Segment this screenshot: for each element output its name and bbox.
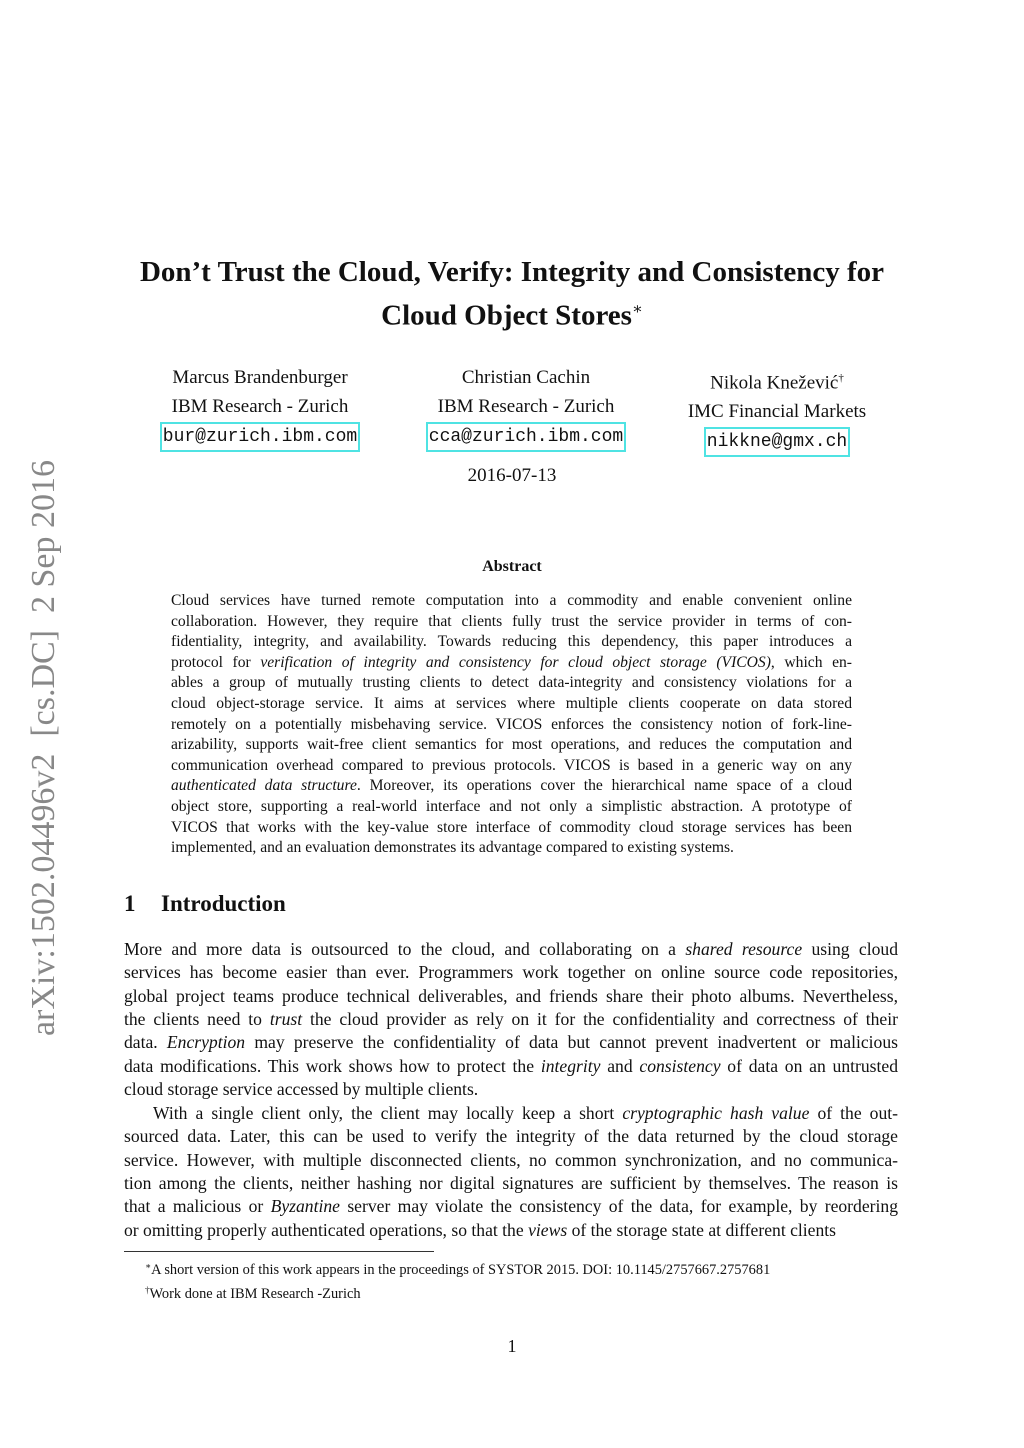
text-line bbox=[171, 715, 852, 736]
text-line bbox=[171, 673, 852, 694]
text-line bbox=[171, 756, 852, 777]
text-run: remotely on a potentially misbehaving service. VICOS enforces the consistency notion of fork-line- bbox=[171, 715, 852, 733]
text-run: implemented, and an evaluation demonstrates its advantage compared to existing systems. bbox=[171, 839, 734, 857]
text-run: communication overhead compared to previous protocols. VICOS is based in a generic way on any bbox=[171, 756, 852, 774]
text-run: server may violate the consistency of the data, for example, by reordering bbox=[340, 1196, 898, 1217]
text-line bbox=[124, 1125, 898, 1148]
text-run: services has become easier than ever. Programmers work together on online source code repositories, bbox=[124, 962, 898, 983]
emphasized-text: consistency bbox=[639, 1055, 721, 1076]
paper-date: 2016-07-13 bbox=[467, 465, 557, 486]
text-line bbox=[124, 1102, 898, 1125]
emphasized-text: trust bbox=[269, 1009, 303, 1030]
text-run: may preserve the confidentiality of data but cannot prevent inadvertent or malicious bbox=[245, 1032, 898, 1053]
emphasized-text: integrity bbox=[540, 1055, 601, 1076]
section-heading bbox=[124, 891, 286, 917]
text-run: sourced data. Later, this can be used to verify the integrity of the data returned by the cloud storage bbox=[124, 1126, 898, 1147]
footnote-text: A short version of this work appears in the proceedings of SYSTOR 2015. DOI: 10.1145/2757667.2757681 bbox=[151, 1262, 771, 1278]
author-email-link[interactable]: bur@zurich.ibm.com bbox=[160, 422, 360, 452]
text-run: of the storage state at different clients bbox=[567, 1219, 837, 1240]
text-run: protocol for bbox=[171, 653, 261, 671]
author-affiliation: IBM Research - Zurich bbox=[171, 395, 349, 417]
footnote-mark: † bbox=[145, 1285, 150, 1295]
text-line bbox=[171, 694, 852, 715]
text-run: With a single client only, the client may locally keep a short bbox=[153, 1103, 623, 1123]
text-run: arizability, supports wait-free client semantics for most operations, and reduces the computation and bbox=[171, 736, 852, 754]
footnotes bbox=[145, 1256, 770, 1304]
emphasized-text: verification of integrity and consistency for cloud object storage (VICOS) bbox=[260, 653, 771, 671]
text-line bbox=[171, 591, 852, 612]
text-line bbox=[124, 1149, 898, 1172]
footnote-mark: ∗ bbox=[145, 1261, 152, 1271]
paper-title bbox=[0, 253, 1024, 335]
text-run: data modifications. This work shows how to protect the bbox=[124, 1055, 541, 1076]
text-line bbox=[124, 938, 898, 961]
footnote bbox=[145, 1256, 770, 1280]
text-run: More and more data is outsourced to the cloud, and collaborating on a bbox=[124, 939, 686, 959]
text-line bbox=[124, 961, 898, 984]
text-run: data. bbox=[124, 1032, 167, 1053]
text-run: object store, supporting a real-world interface and not only a simplistic abstraction. A prototype of bbox=[171, 797, 852, 815]
title-line-2: Cloud Object Stores bbox=[381, 299, 632, 332]
text-line bbox=[124, 1031, 898, 1054]
title-line-1: Don’t Trust the Cloud, Verify: Integrity and Consistency for bbox=[139, 256, 885, 288]
text-line bbox=[124, 1078, 898, 1101]
footnote bbox=[145, 1280, 770, 1304]
author-name: Nikola Knežević bbox=[710, 372, 839, 394]
author-block bbox=[627, 364, 927, 457]
text-run: of data on an untrusted bbox=[720, 1055, 898, 1076]
title-footnote-mark: ∗ bbox=[631, 301, 643, 318]
text-run: the clients need to bbox=[124, 1009, 270, 1030]
author-name: Marcus Brandenburger bbox=[172, 367, 348, 388]
text-run: VICOS that works with the key-value store interface of commodity cloud storage services has been bbox=[171, 818, 852, 836]
text-run: using cloud bbox=[802, 939, 898, 959]
text-run: ables a group of mutually trusting clients to detect data-integrity and consistency violations for a bbox=[171, 674, 852, 692]
text-line bbox=[124, 1195, 898, 1218]
text-run: of the out- bbox=[809, 1103, 899, 1123]
text-run: service. However, with multiple disconnected clients, no common synchronization, and no communica- bbox=[124, 1149, 898, 1170]
body-paragraph bbox=[124, 1102, 898, 1242]
section-number: 1 bbox=[124, 891, 136, 916]
text-run: the cloud provider as rely on it for the confidentiality and correctness of their bbox=[302, 1009, 898, 1030]
text-line bbox=[171, 818, 852, 839]
author-name: Christian Cachin bbox=[461, 367, 591, 388]
author-affiliation: IBM Research - Zurich bbox=[437, 395, 615, 417]
author-email-link[interactable]: cca@zurich.ibm.com bbox=[426, 422, 626, 452]
text-run: cloud object-storage service. It aims at services where multiple clients cooperate on data stored bbox=[171, 694, 852, 712]
text-run: cloud storage service accessed by multiple clients. bbox=[124, 1079, 479, 1100]
author-email-link[interactable]: nikkne@gmx.ch bbox=[704, 427, 850, 457]
abstract-heading: Abstract bbox=[482, 558, 542, 575]
text-run: global project teams produce technical deliverables, and friends share their photo albums. Nevertheless, bbox=[124, 985, 898, 1006]
author-affiliation: IMC Financial Markets bbox=[687, 400, 867, 422]
author-block bbox=[110, 364, 410, 452]
section-title: Introduction bbox=[161, 891, 286, 916]
page-number: 1 bbox=[507, 1336, 517, 1356]
text-line bbox=[171, 632, 852, 653]
text-run: or omitting properly authenticated operations, so that the bbox=[124, 1219, 529, 1240]
text-run: fidentiality, integrity, and availability. Towards reducing this dependency, this paper introduces a bbox=[171, 633, 852, 651]
body-paragraph bbox=[124, 938, 898, 1101]
text-line bbox=[171, 612, 852, 633]
text-line bbox=[171, 735, 852, 756]
text-line bbox=[171, 838, 852, 859]
arxiv-side-stamp: arXiv:1502.04496v2 [cs.DC] 2 Sep 2016 bbox=[25, 459, 62, 1037]
text-line bbox=[124, 1219, 898, 1242]
text-line bbox=[124, 985, 898, 1008]
emphasized-text: shared resource bbox=[685, 939, 803, 959]
text-run: collaboration. However, they require that clients fully trust the service provider in terms of con- bbox=[171, 612, 852, 630]
emphasized-text: views bbox=[528, 1219, 568, 1240]
text-line bbox=[171, 797, 852, 818]
footnote-rule bbox=[124, 1251, 434, 1252]
author-footnote-mark: † bbox=[838, 372, 844, 384]
text-line bbox=[171, 653, 852, 674]
footnote-text: Work done at IBM Research -Zurich bbox=[149, 1286, 361, 1302]
abstract-body bbox=[171, 591, 852, 859]
text-run: . Moreover, its operations cover the hierarchical name space of a cloud bbox=[356, 777, 852, 795]
emphasized-text: authenticated data structure bbox=[171, 777, 357, 795]
emphasized-text: Encryption bbox=[166, 1032, 246, 1053]
emphasized-text: cryptographic hash value bbox=[622, 1103, 810, 1123]
text-line bbox=[124, 1055, 898, 1078]
text-run: Cloud services have turned remote computation into a commodity and enable convenient online bbox=[171, 592, 852, 609]
text-run: , which en- bbox=[770, 653, 852, 671]
emphasized-text: Byzantine bbox=[270, 1196, 340, 1217]
text-run: and bbox=[600, 1055, 640, 1076]
text-run: that a malicious or bbox=[124, 1196, 271, 1217]
text-line bbox=[124, 1172, 898, 1195]
text-run: tion among the clients, neither hashing nor digital signatures are sufficient by themselves. The reason is bbox=[124, 1173, 898, 1194]
text-line bbox=[171, 776, 852, 797]
text-line bbox=[124, 1008, 898, 1031]
